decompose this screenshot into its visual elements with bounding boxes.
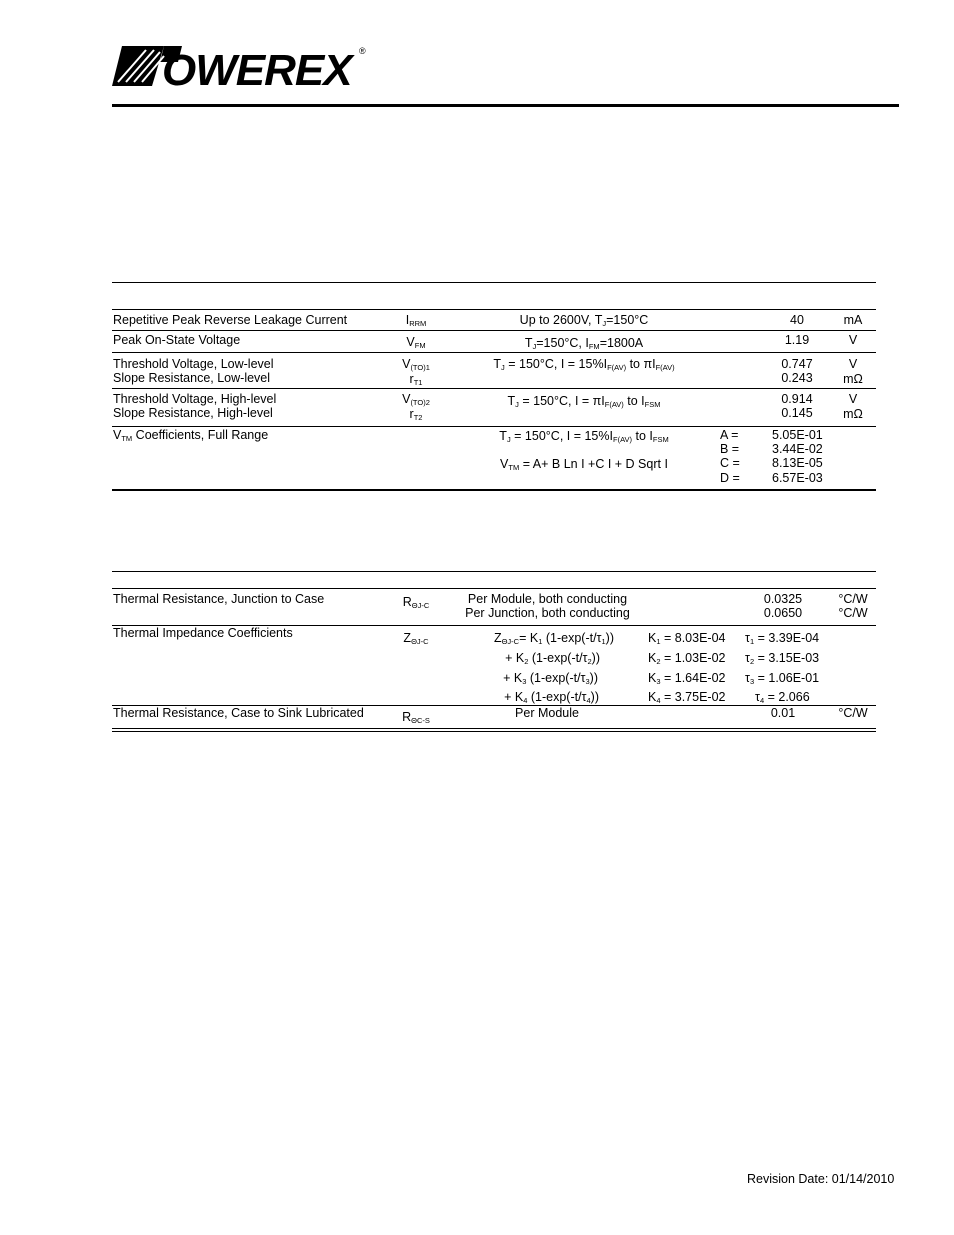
unit-rjc: °C/W bbox=[838, 592, 868, 606]
coeff-label: C = bbox=[720, 456, 740, 470]
value-rt1: 0.243 bbox=[781, 371, 813, 385]
value-vfm: 1.19 bbox=[784, 333, 810, 347]
cond-low: $T_J = 150^\circ C$, $I = 15\%I_{F(AV)}$ to $\pi I_{F(AV)}$ bbox=[493, 357, 675, 372]
registered-mark: ® bbox=[359, 46, 366, 56]
cond-high: $T_J = 150^\circ C$, $I = \pi I_{F(AV)}$ to $I_{FSM}$ bbox=[507, 394, 661, 409]
value-rcs: 0.01 bbox=[770, 706, 796, 720]
header-rule bbox=[112, 104, 899, 107]
tau-value: $\tau_1 = 3.39E-04$ bbox=[745, 631, 820, 646]
cond-full: $T_J = 150^\circ C$, $I = 15\%I_{F(AV)}$ to $I_{FSM}$ bbox=[499, 429, 669, 444]
unit-vto1: V bbox=[848, 357, 858, 371]
unit-irrm: mA bbox=[843, 313, 863, 327]
coeff-label: B = bbox=[720, 442, 740, 456]
k-value: $K_4 = 3.75E-02$ bbox=[648, 690, 726, 705]
param-rt1: Slope Resistance, Low-level bbox=[113, 371, 271, 385]
param-rt2: Slope Resistance, High-level bbox=[113, 406, 273, 420]
param-vto1: Threshold Voltage, Low-level bbox=[113, 357, 274, 371]
symbol-irrm: $I_{RRM}$ bbox=[405, 313, 427, 328]
coeff-value: 6.57E-03 bbox=[772, 471, 823, 485]
unit-vto2: V bbox=[848, 392, 858, 406]
symbol-zjc: $Z_{\Theta J-C}$ bbox=[403, 631, 429, 646]
table-header-rule bbox=[112, 588, 876, 589]
cond-irrm: Up to 2600V, $T_J=150^\circ C$ bbox=[519, 313, 649, 328]
tau-value: $\tau_3 = 1.06E-01$ bbox=[745, 671, 820, 686]
cond-rjc-junction: Per Junction, both conducting bbox=[465, 606, 630, 620]
symbol-rcs: $R_{\Theta C-S}$ bbox=[402, 710, 430, 725]
coeff-label: D = bbox=[720, 471, 740, 485]
row-rule bbox=[112, 388, 876, 389]
param-rcs: Thermal Resistance, Case to Sink Lubricated bbox=[113, 706, 364, 720]
symbol-vto2: $V_{(TO)2}$ bbox=[402, 392, 430, 407]
zjc-formula-line: $Z_{\Theta J-C}= K_1$ $(1-\exp(-t/\tau_1))$ bbox=[493, 631, 614, 646]
coeff-value: 8.13E-05 bbox=[772, 456, 823, 470]
param-irrm: Repetitive Peak Reverse Leakage Current bbox=[113, 313, 348, 327]
zjc-formula-line: + $K_2$ $(1-\exp(-t/\tau_2))$ bbox=[505, 651, 600, 666]
param-zjc: Thermal Impedance Coefficients bbox=[113, 626, 293, 640]
unit-rjc: °C/W bbox=[838, 606, 868, 620]
cond-rjc-module: Per Module, both conducting bbox=[467, 592, 628, 606]
symbol-rt2: $r_{T2}$ bbox=[409, 407, 423, 422]
param-vtm-coeff: $V_{TM}$ Coefficients, Full Range bbox=[113, 428, 269, 443]
row-rule bbox=[112, 330, 876, 331]
zjc-formula-line: + $K_3$ $(1-\exp(-t/\tau_3))$ bbox=[503, 671, 598, 686]
table-header-rule bbox=[112, 309, 876, 310]
unit-rcs: °C/W bbox=[838, 706, 868, 720]
symbol-rjc: $R_{\Theta J-C}$ bbox=[402, 595, 430, 610]
value-rt2: 0.145 bbox=[781, 406, 813, 420]
k-value: $K_3 = 1.64E-02$ bbox=[648, 671, 726, 686]
value-rjc-junction: 0.0650 bbox=[763, 606, 803, 620]
cond-vfm: $T_J=150^\circ C$, $I_{FM}=1800A$ bbox=[524, 336, 644, 351]
table-bottom-rule bbox=[112, 489, 876, 491]
value-irrm: 40 bbox=[790, 313, 804, 327]
k-value: $K_2 = 1.03E-02$ bbox=[648, 651, 726, 666]
logo-wordmark: OWEREX bbox=[162, 46, 352, 90]
coeff-label: A = bbox=[720, 428, 739, 442]
coeff-value: 5.05E-01 bbox=[772, 428, 823, 442]
row-rule bbox=[112, 352, 876, 353]
table-top-rule bbox=[112, 571, 876, 572]
symbol-rt1: $r_{T1}$ bbox=[409, 372, 423, 387]
table-top-rule bbox=[112, 282, 876, 283]
vtm-formula: $V_{TM} = A+ B$ Ln I +C I + D Sqrt I bbox=[500, 457, 668, 472]
symbol-vfm: $V_{FM}$ bbox=[406, 335, 426, 350]
value-rjc-module: 0.0325 bbox=[763, 592, 803, 606]
unit-rt1: mΩ bbox=[843, 372, 863, 386]
row-rule bbox=[112, 426, 876, 427]
tau-value: $\tau_4 = 2.066$ bbox=[755, 690, 810, 705]
coeff-value: 3.44E-02 bbox=[772, 442, 823, 456]
table-bottom-rule bbox=[112, 731, 876, 732]
zjc-formula-line: + $K_4$ $(1-\exp(-t/\tau_4))$ bbox=[504, 690, 599, 705]
param-rjc: Thermal Resistance, Junction to Case bbox=[113, 592, 325, 606]
symbol-vto1: $V_{(TO)1}$ bbox=[402, 357, 430, 372]
param-vto2: Threshold Voltage, High-level bbox=[113, 392, 277, 406]
revision-date: Revision Date: 01/14/2010 bbox=[747, 1172, 895, 1186]
powerex-logo bbox=[112, 42, 372, 93]
unit-rt2: mΩ bbox=[843, 407, 863, 421]
unit-vfm: V bbox=[848, 333, 858, 347]
cond-rcs: Per Module bbox=[515, 706, 579, 720]
value-vto2: 0.914 bbox=[781, 392, 813, 406]
table-bottom-rule bbox=[112, 728, 876, 729]
tau-value: $\tau_2 = 3.15E-03$ bbox=[745, 651, 820, 666]
value-vto1: 0.747 bbox=[781, 357, 813, 371]
k-value: $K_1 = 8.03E-04$ bbox=[648, 631, 726, 646]
param-vfm: Peak On-State Voltage bbox=[113, 333, 241, 347]
